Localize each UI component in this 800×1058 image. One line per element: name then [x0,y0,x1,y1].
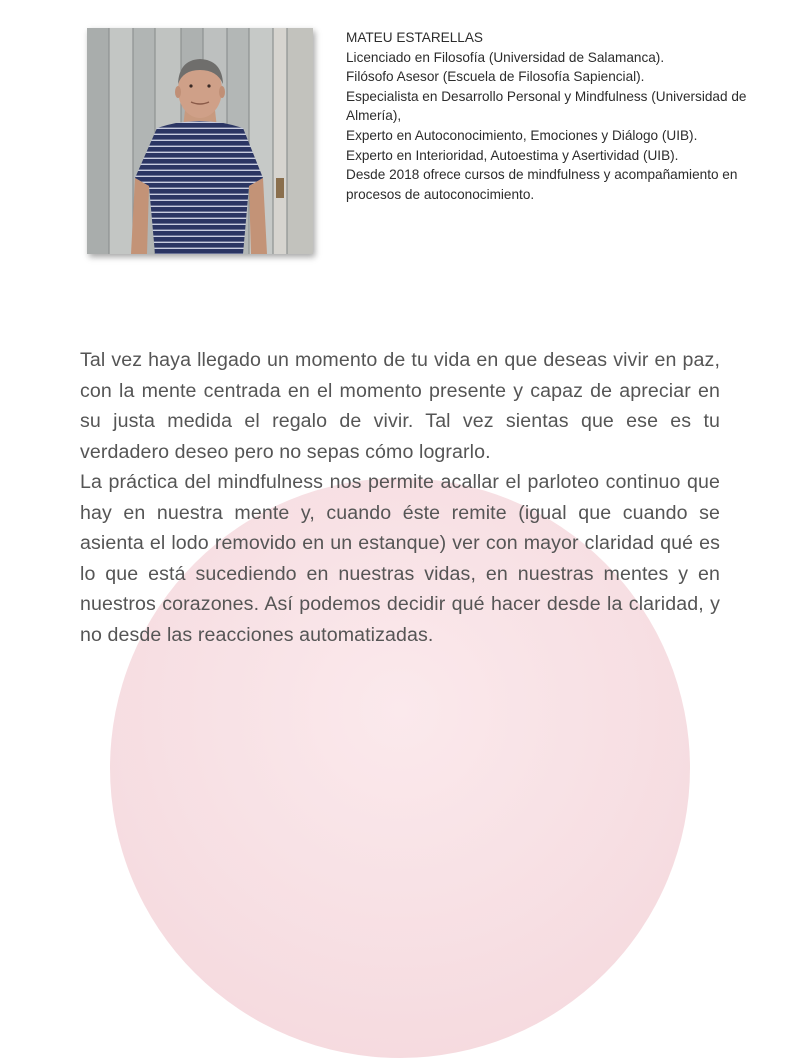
bio-line: Licenciado en Filosofía (Universidad de Salamanca). [346,49,665,65]
bio-line: Experto en Autoconocimiento, Emociones y Diálogo (UIB). [346,127,698,143]
main-text-block [80,345,720,650]
bio-line: Experto en Interioridad, Autoestima y Asertividad (UIB). [346,147,679,163]
bio-line: Filósofo Asesor (Escuela de Filosofía Sapiencial). [346,69,645,85]
portrait-photo [87,28,313,254]
bio-line: Especialista en Desarrollo Personal y Mindfulness (Universidad de Almería), [346,88,747,124]
bio-name: MATEU ESTARELLAS [346,30,483,45]
bio-block [346,28,766,204]
mindfulness-paragraph: La práctica del mindfulness nos permite acallar el parloteo continuo que hay en nuestra mente y, cuando éste remite (igual que cuando se asienta el lodo removido en un estanque) ver con mayor claridad qué es lo que está sucediendo en nuestras vidas, en nuestras mentes y en nuestros corazones. Así podemos decidir qué hacer desde la claridad, y no desde las reacciones automatizadas. [80,471,720,646]
bio-line: Desde 2018 ofrece cursos de mindfulness y acompañamiento en procesos de autoconocimiento. [346,167,738,202]
intro-paragraph: Tal vez haya llegado un momento de tu vida en que deseas vivir en paz, con la mente centrada en el momento presente y capaz de apreciar en su justa medida el regalo de vivir. Tal vez sientas que ese es tu verdadero deseo pero no sepas cómo lograrlo. [80,349,720,463]
